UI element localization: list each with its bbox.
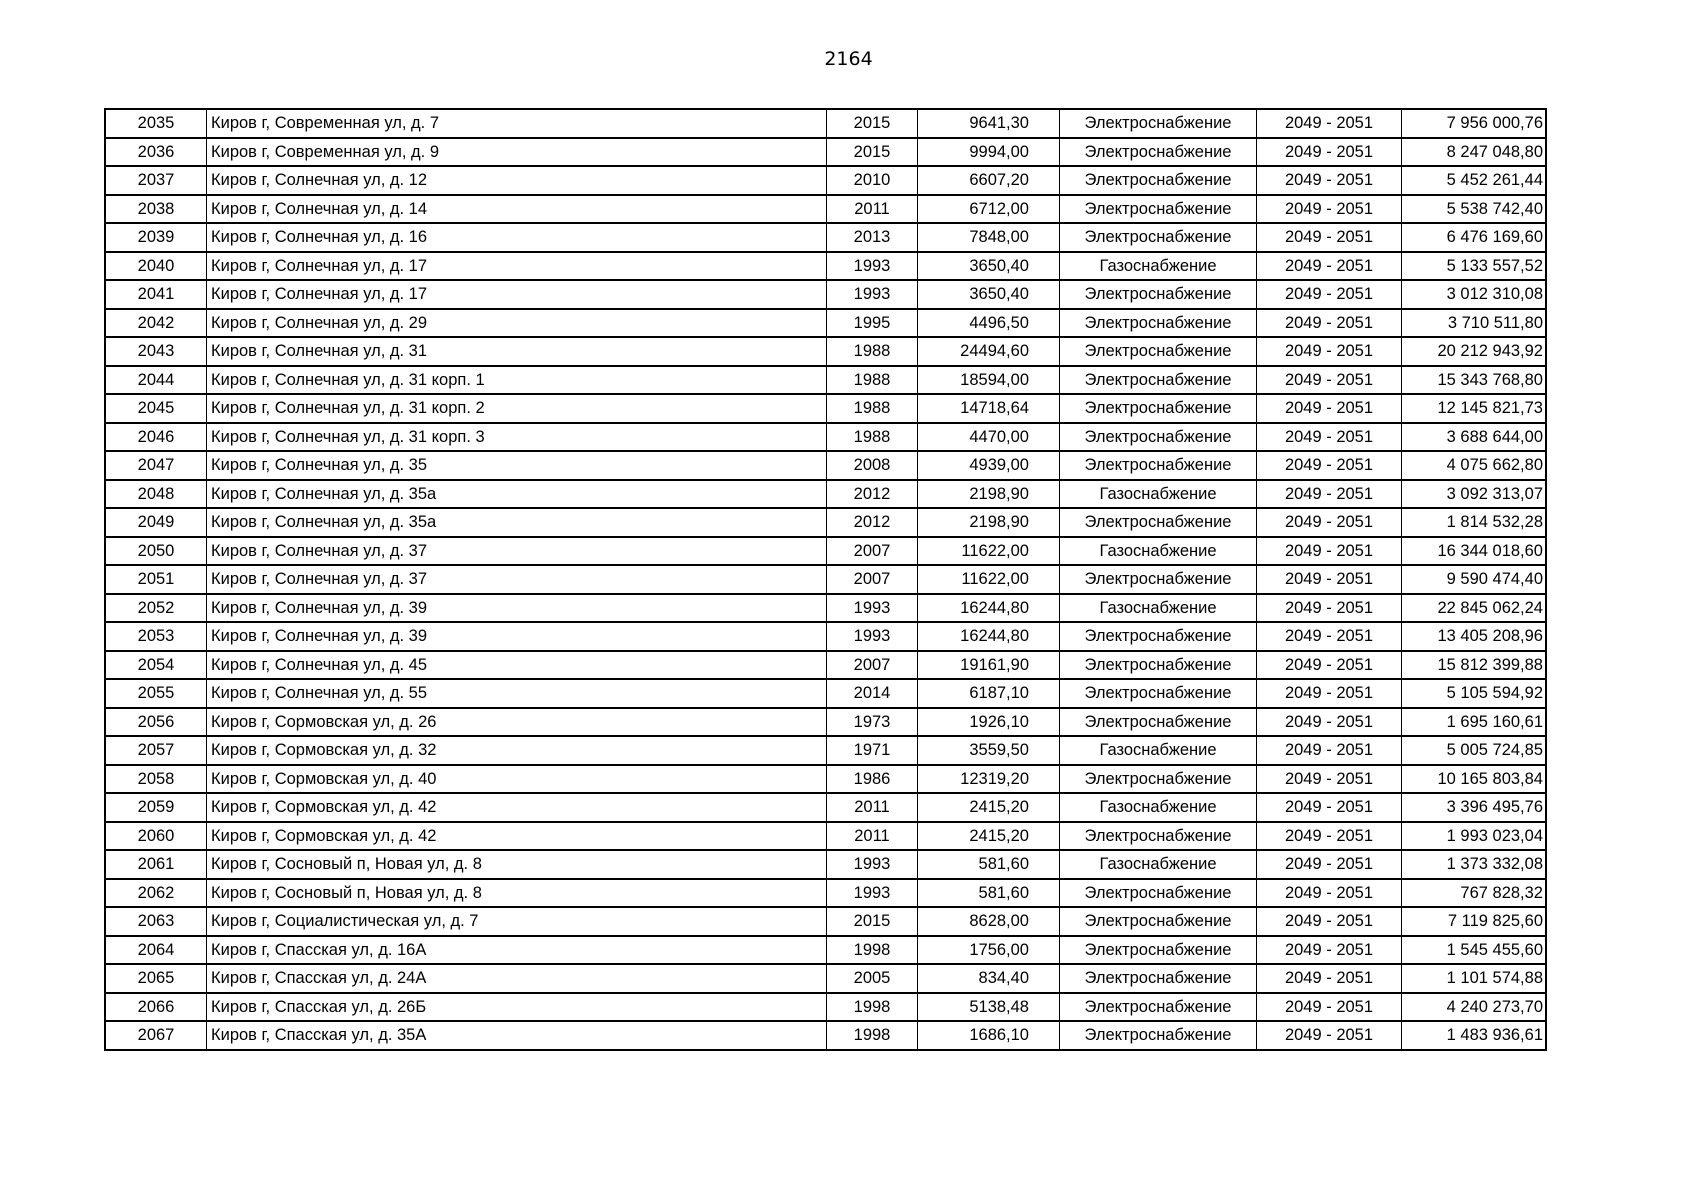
table-row [105,195,1546,224]
work-type-cell: Электроснабжение [1060,309,1257,338]
build-year-cell: 1988 [827,394,918,423]
cost-cell: 5 133 557,52 [1402,252,1547,281]
address-cell: Киров г, Современная ул, д. 9 [207,138,827,167]
work-type-cell: Электроснабжение [1060,223,1257,252]
area-cell: 11622,00 [918,565,1060,594]
area-cell: 581,60 [918,879,1060,908]
area-cell: 9641,30 [918,109,1060,138]
build-year-cell: 1971 [827,736,918,765]
build-year-cell: 1988 [827,366,918,395]
row-number-cell: 2036 [105,138,207,167]
period-cell: 2049 - 2051 [1257,451,1402,480]
work-type-cell: Газоснабжение [1060,480,1257,509]
period-cell: 2049 - 2051 [1257,309,1402,338]
cost-cell: 9 590 474,40 [1402,565,1547,594]
address-cell: Киров г, Солнечная ул, д. 35а [207,508,827,537]
period-cell: 2049 - 2051 [1257,252,1402,281]
area-cell: 3650,40 [918,280,1060,309]
row-number-cell: 2035 [105,109,207,138]
work-type-cell: Электроснабжение [1060,708,1257,737]
build-year-cell: 1993 [827,594,918,623]
area-cell: 4496,50 [918,309,1060,338]
build-year-cell: 2005 [827,964,918,993]
row-number-cell: 2067 [105,1021,207,1050]
address-cell: Киров г, Сормовская ул, д. 42 [207,822,827,851]
area-cell: 2198,90 [918,508,1060,537]
build-year-cell: 2012 [827,480,918,509]
period-cell: 2049 - 2051 [1257,964,1402,993]
area-cell: 3559,50 [918,736,1060,765]
period-cell: 2049 - 2051 [1257,765,1402,794]
table-row [105,280,1546,309]
period-cell: 2049 - 2051 [1257,708,1402,737]
address-cell: Киров г, Сормовская ул, д. 32 [207,736,827,765]
address-cell: Киров г, Солнечная ул, д. 39 [207,622,827,651]
cost-cell: 22 845 062,24 [1402,594,1547,623]
cost-cell: 3 396 495,76 [1402,793,1547,822]
address-cell: Киров г, Солнечная ул, д. 17 [207,280,827,309]
row-number-cell: 2066 [105,993,207,1022]
table-row [105,822,1546,851]
area-cell: 2198,90 [918,480,1060,509]
build-year-cell: 2007 [827,651,918,680]
table-row [105,879,1546,908]
cost-cell: 1 695 160,61 [1402,708,1547,737]
work-type-cell: Электроснабжение [1060,822,1257,851]
table-row [105,565,1546,594]
row-number-cell: 2059 [105,793,207,822]
period-cell: 2049 - 2051 [1257,822,1402,851]
area-cell: 834,40 [918,964,1060,993]
period-cell: 2049 - 2051 [1257,138,1402,167]
cost-cell: 10 165 803,84 [1402,765,1547,794]
row-number-cell: 2044 [105,366,207,395]
table-row [105,394,1546,423]
address-cell: Киров г, Социалистическая ул, д. 7 [207,907,827,936]
work-type-cell: Электроснабжение [1060,166,1257,195]
cost-cell: 16 344 018,60 [1402,537,1547,566]
work-type-cell: Электроснабжение [1060,451,1257,480]
address-cell: Киров г, Солнечная ул, д. 17 [207,252,827,281]
cost-cell: 3 688 644,00 [1402,423,1547,452]
address-cell: Киров г, Солнечная ул, д. 16 [207,223,827,252]
address-cell: Киров г, Сормовская ул, д. 42 [207,793,827,822]
area-cell: 3650,40 [918,252,1060,281]
period-cell: 2049 - 2051 [1257,195,1402,224]
address-cell: Киров г, Спасская ул, д. 24А [207,964,827,993]
address-cell: Киров г, Солнечная ул, д. 55 [207,679,827,708]
period-cell: 2049 - 2051 [1257,280,1402,309]
build-year-cell: 1993 [827,850,918,879]
row-number-cell: 2061 [105,850,207,879]
area-cell: 24494,60 [918,337,1060,366]
build-year-cell: 1986 [827,765,918,794]
work-type-cell: Газоснабжение [1060,793,1257,822]
build-year-cell: 2014 [827,679,918,708]
area-cell: 1686,10 [918,1021,1060,1050]
period-cell: 2049 - 2051 [1257,594,1402,623]
table-row [105,964,1546,993]
build-year-cell: 2010 [827,166,918,195]
cost-cell: 3 710 511,80 [1402,309,1547,338]
work-type-cell: Электроснабжение [1060,765,1257,794]
row-number-cell: 2041 [105,280,207,309]
cost-cell: 7 119 825,60 [1402,907,1547,936]
build-year-cell: 2007 [827,565,918,594]
cost-cell: 1 993 023,04 [1402,822,1547,851]
period-cell: 2049 - 2051 [1257,423,1402,452]
row-number-cell: 2063 [105,907,207,936]
work-type-cell: Электроснабжение [1060,366,1257,395]
address-cell: Киров г, Солнечная ул, д. 35а [207,480,827,509]
address-cell: Киров г, Солнечная ул, д. 35 [207,451,827,480]
cost-cell: 8 247 048,80 [1402,138,1547,167]
table-row [105,708,1546,737]
table-row [105,223,1546,252]
address-cell: Киров г, Спасская ул, д. 16А [207,936,827,965]
area-cell: 581,60 [918,850,1060,879]
table-row [105,793,1546,822]
address-cell: Киров г, Солнечная ул, д. 14 [207,195,827,224]
row-number-cell: 2043 [105,337,207,366]
cost-cell: 1 101 574,88 [1402,964,1547,993]
area-cell: 11622,00 [918,537,1060,566]
area-cell: 7848,00 [918,223,1060,252]
table-row [105,537,1546,566]
table-row [105,109,1546,138]
cost-cell: 1 373 332,08 [1402,850,1547,879]
area-cell: 2415,20 [918,793,1060,822]
build-year-cell: 1988 [827,337,918,366]
address-cell: Киров г, Солнечная ул, д. 37 [207,565,827,594]
address-cell: Киров г, Сормовская ул, д. 40 [207,765,827,794]
build-year-cell: 2015 [827,138,918,167]
address-cell: Киров г, Солнечная ул, д. 45 [207,651,827,680]
cost-cell: 3 092 313,07 [1402,480,1547,509]
row-number-cell: 2056 [105,708,207,737]
address-cell: Киров г, Солнечная ул, д. 12 [207,166,827,195]
table-row [105,850,1546,879]
table-row [105,451,1546,480]
table-row [105,166,1546,195]
period-cell: 2049 - 2051 [1257,679,1402,708]
period-cell: 2049 - 2051 [1257,480,1402,509]
period-cell: 2049 - 2051 [1257,337,1402,366]
cost-cell: 3 012 310,08 [1402,280,1547,309]
table-row [105,907,1546,936]
work-type-cell: Газоснабжение [1060,736,1257,765]
period-cell: 2049 - 2051 [1257,223,1402,252]
work-type-cell: Газоснабжение [1060,594,1257,623]
build-year-cell: 2007 [827,537,918,566]
address-cell: Киров г, Солнечная ул, д. 29 [207,309,827,338]
address-cell: Киров г, Солнечная ул, д. 37 [207,537,827,566]
build-year-cell: 1995 [827,309,918,338]
cost-cell: 15 812 399,88 [1402,651,1547,680]
row-number-cell: 2053 [105,622,207,651]
area-cell: 5138,48 [918,993,1060,1022]
work-type-cell: Электроснабжение [1060,337,1257,366]
address-cell: Киров г, Солнечная ул, д. 31 корп. 1 [207,366,827,395]
work-type-cell: Газоснабжение [1060,537,1257,566]
cost-cell: 7 956 000,76 [1402,109,1547,138]
build-year-cell: 2011 [827,793,918,822]
address-cell: Киров г, Сосновый п, Новая ул, д. 8 [207,879,827,908]
cost-cell: 5 538 742,40 [1402,195,1547,224]
work-type-cell: Электроснабжение [1060,879,1257,908]
build-year-cell: 1998 [827,1021,918,1050]
work-type-cell: Электроснабжение [1060,964,1257,993]
area-cell: 2415,20 [918,822,1060,851]
period-cell: 2049 - 2051 [1257,166,1402,195]
row-number-cell: 2054 [105,651,207,680]
period-cell: 2049 - 2051 [1257,366,1402,395]
row-number-cell: 2064 [105,936,207,965]
build-year-cell: 1988 [827,423,918,452]
area-cell: 18594,00 [918,366,1060,395]
cost-cell: 1 545 455,60 [1402,936,1547,965]
cost-cell: 15 343 768,80 [1402,366,1547,395]
period-cell: 2049 - 2051 [1257,508,1402,537]
row-number-cell: 2065 [105,964,207,993]
build-year-cell: 1998 [827,936,918,965]
row-number-cell: 2049 [105,508,207,537]
row-number-cell: 2062 [105,879,207,908]
period-cell: 2049 - 2051 [1257,537,1402,566]
row-number-cell: 2039 [105,223,207,252]
build-year-cell: 2011 [827,822,918,851]
table-row [105,936,1546,965]
cost-cell: 4 075 662,80 [1402,451,1547,480]
build-year-cell: 2015 [827,109,918,138]
build-year-cell: 1993 [827,622,918,651]
table-row [105,993,1546,1022]
registry-table [104,108,1547,1051]
address-cell: Киров г, Спасская ул, д. 26Б [207,993,827,1022]
cost-cell: 767 828,32 [1402,879,1547,908]
address-cell: Киров г, Солнечная ул, д. 31 корп. 3 [207,423,827,452]
table-row [105,622,1546,651]
work-type-cell: Электроснабжение [1060,993,1257,1022]
work-type-cell: Электроснабжение [1060,936,1257,965]
period-cell: 2049 - 2051 [1257,394,1402,423]
table-row [105,138,1546,167]
row-number-cell: 2037 [105,166,207,195]
work-type-cell: Электроснабжение [1060,1021,1257,1050]
area-cell: 1756,00 [918,936,1060,965]
period-cell: 2049 - 2051 [1257,936,1402,965]
area-cell: 4470,00 [918,423,1060,452]
build-year-cell: 2011 [827,195,918,224]
address-cell: Киров г, Сормовская ул, д. 26 [207,708,827,737]
area-cell: 8628,00 [918,907,1060,936]
row-number-cell: 2057 [105,736,207,765]
build-year-cell: 1993 [827,879,918,908]
work-type-cell: Газоснабжение [1060,252,1257,281]
area-cell: 1926,10 [918,708,1060,737]
area-cell: 16244,80 [918,622,1060,651]
row-number-cell: 2045 [105,394,207,423]
build-year-cell: 2013 [827,223,918,252]
work-type-cell: Электроснабжение [1060,138,1257,167]
table-row [105,594,1546,623]
build-year-cell: 2015 [827,907,918,936]
area-cell: 6712,00 [918,195,1060,224]
period-cell: 2049 - 2051 [1257,622,1402,651]
table-row [105,1021,1546,1050]
table-row [105,366,1546,395]
area-cell: 4939,00 [918,451,1060,480]
work-type-cell: Электроснабжение [1060,394,1257,423]
period-cell: 2049 - 2051 [1257,907,1402,936]
address-cell: Киров г, Современная ул, д. 7 [207,109,827,138]
row-number-cell: 2046 [105,423,207,452]
area-cell: 19161,90 [918,651,1060,680]
period-cell: 2049 - 2051 [1257,879,1402,908]
work-type-cell: Электроснабжение [1060,565,1257,594]
address-cell: Киров г, Спасская ул, д. 35А [207,1021,827,1050]
table-row [105,337,1546,366]
row-number-cell: 2047 [105,451,207,480]
table-row [105,508,1546,537]
period-cell: 2049 - 2051 [1257,109,1402,138]
cost-cell: 6 476 169,60 [1402,223,1547,252]
cost-cell: 4 240 273,70 [1402,993,1547,1022]
row-number-cell: 2055 [105,679,207,708]
table-row [105,309,1546,338]
address-cell: Киров г, Солнечная ул, д. 31 корп. 2 [207,394,827,423]
work-type-cell: Электроснабжение [1060,508,1257,537]
period-cell: 2049 - 2051 [1257,793,1402,822]
table-row [105,736,1546,765]
work-type-cell: Электроснабжение [1060,651,1257,680]
area-cell: 12319,20 [918,765,1060,794]
row-number-cell: 2058 [105,765,207,794]
cost-cell: 1 814 532,28 [1402,508,1547,537]
work-type-cell: Электроснабжение [1060,423,1257,452]
cost-cell: 20 212 943,92 [1402,337,1547,366]
address-cell: Киров г, Солнечная ул, д. 31 [207,337,827,366]
cost-cell: 5 105 594,92 [1402,679,1547,708]
cost-cell: 12 145 821,73 [1402,394,1547,423]
build-year-cell: 1998 [827,993,918,1022]
row-number-cell: 2048 [105,480,207,509]
work-type-cell: Электроснабжение [1060,280,1257,309]
row-number-cell: 2040 [105,252,207,281]
page-number: 2164 [824,48,873,70]
build-year-cell: 1993 [827,280,918,309]
cost-cell: 5 452 261,44 [1402,166,1547,195]
row-number-cell: 2038 [105,195,207,224]
row-number-cell: 2060 [105,822,207,851]
period-cell: 2049 - 2051 [1257,1021,1402,1050]
table-row [105,423,1546,452]
work-type-cell: Газоснабжение [1060,850,1257,879]
area-cell: 6187,10 [918,679,1060,708]
area-cell: 9994,00 [918,138,1060,167]
row-number-cell: 2042 [105,309,207,338]
cost-cell: 5 005 724,85 [1402,736,1547,765]
work-type-cell: Электроснабжение [1060,622,1257,651]
work-type-cell: Электроснабжение [1060,195,1257,224]
address-cell: Киров г, Сосновый п, Новая ул, д. 8 [207,850,827,879]
address-cell: Киров г, Солнечная ул, д. 39 [207,594,827,623]
table-row [105,480,1546,509]
build-year-cell: 1973 [827,708,918,737]
table-body [105,109,1546,1050]
build-year-cell: 1993 [827,252,918,281]
period-cell: 2049 - 2051 [1257,651,1402,680]
build-year-cell: 2012 [827,508,918,537]
area-cell: 14718,64 [918,394,1060,423]
period-cell: 2049 - 2051 [1257,736,1402,765]
table-row [105,765,1546,794]
period-cell: 2049 - 2051 [1257,850,1402,879]
period-cell: 2049 - 2051 [1257,993,1402,1022]
row-number-cell: 2050 [105,537,207,566]
build-year-cell: 2008 [827,451,918,480]
table-row [105,252,1546,281]
row-number-cell: 2052 [105,594,207,623]
area-cell: 6607,20 [918,166,1060,195]
work-type-cell: Электроснабжение [1060,907,1257,936]
table-row [105,651,1546,680]
cost-cell: 13 405 208,96 [1402,622,1547,651]
work-type-cell: Электроснабжение [1060,109,1257,138]
work-type-cell: Электроснабжение [1060,679,1257,708]
row-number-cell: 2051 [105,565,207,594]
period-cell: 2049 - 2051 [1257,565,1402,594]
cost-cell: 1 483 936,61 [1402,1021,1547,1050]
table-row [105,679,1546,708]
area-cell: 16244,80 [918,594,1060,623]
